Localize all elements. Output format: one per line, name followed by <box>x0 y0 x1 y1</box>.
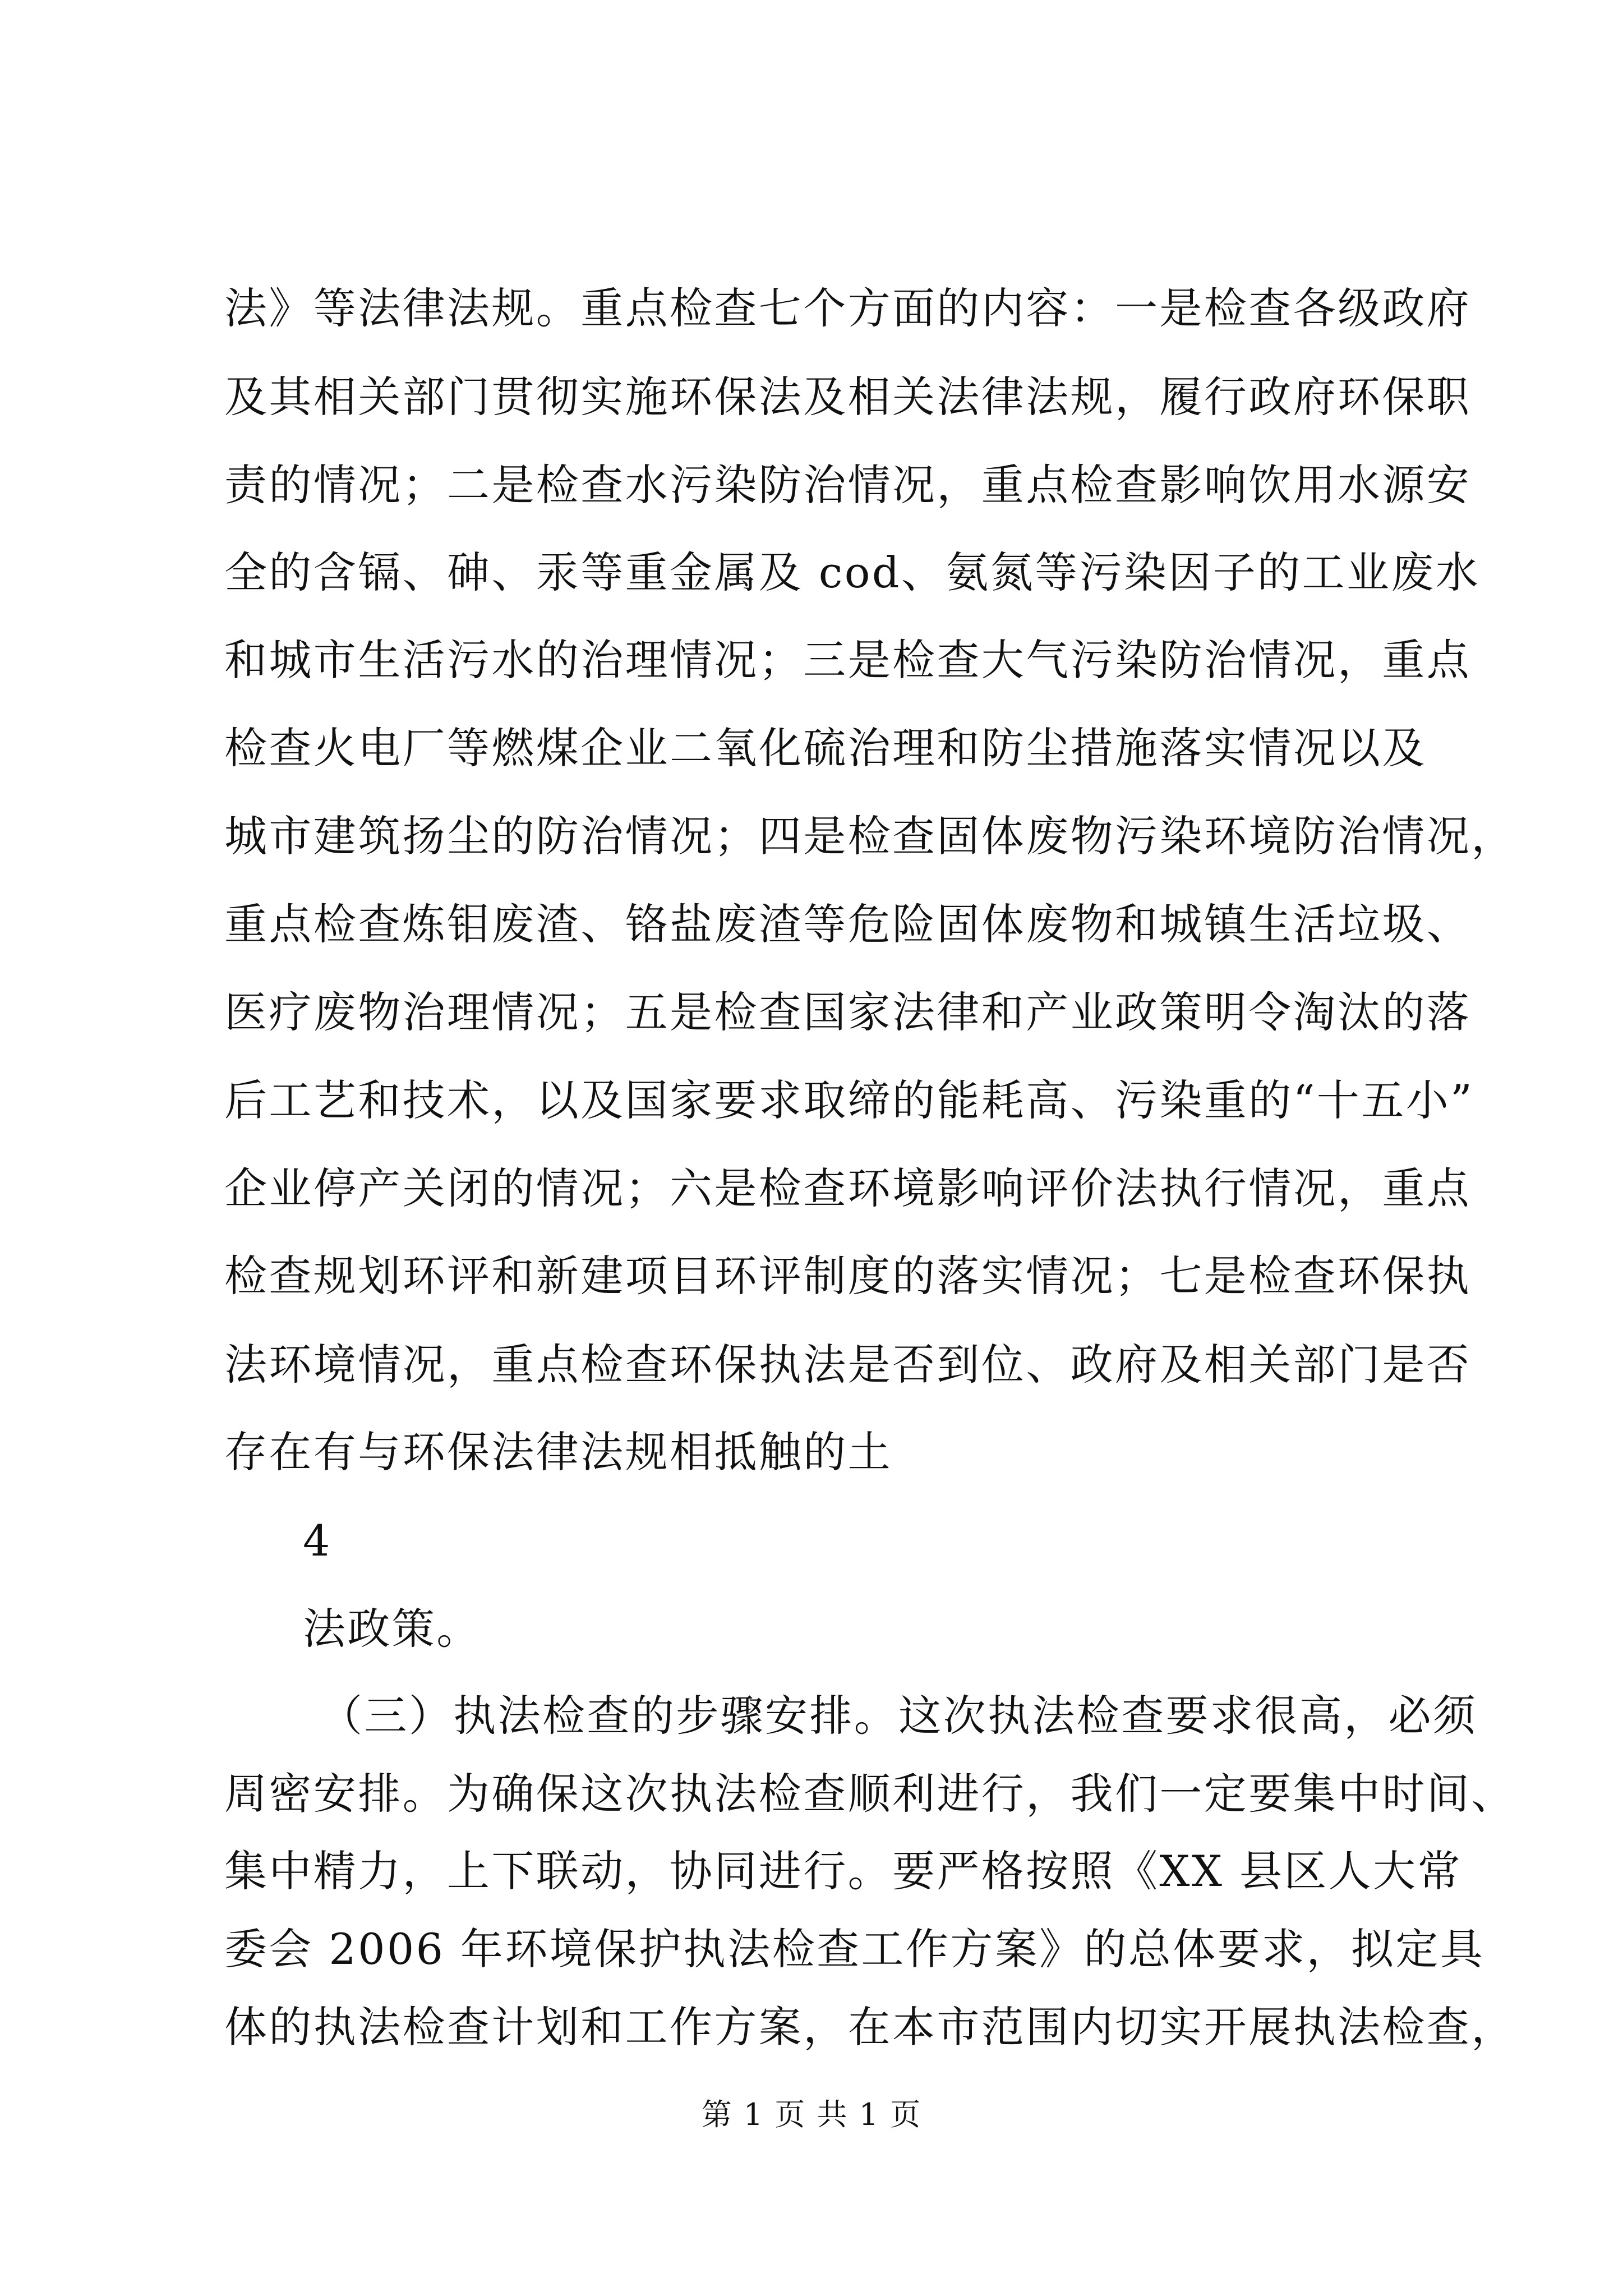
text-line: 委会 2006 年环境保护执法检查工作方案》的总体要求，拟定具 <box>224 1924 1485 1974</box>
text-line: 城市建筑扬尘的防治情况；四是检查固体废物污染环境防治情况， <box>224 811 1516 861</box>
text-line: 体的执法检查计划和工作方案，在本市范围内切实开展执法检查， <box>224 2002 1516 2052</box>
continuation-line: 法政策。 <box>303 1604 481 1654</box>
text-line: 法》等法律法规。重点检查七个方面的内容：一是检查各级政府 <box>224 283 1472 333</box>
text-line: 和城市生活污水的治理情况；三是检查大气污染防治情况，重点 <box>224 635 1472 685</box>
text-line: 医疗废物治理情况；五是检查国家法律和产业政策明令淘汰的落 <box>224 987 1472 1037</box>
text-line: 企业停产关闭的情况；六是检查环境影响评价法执行情况，重点 <box>224 1163 1472 1213</box>
text-line: 周密安排。为确保这次执法检查顺利进行，我们一定要集中时间、 <box>224 1769 1516 1819</box>
text-line: 检查火电厂等燃煤企业二氧化硫治理和防尘措施落实情况以及 <box>224 723 1427 773</box>
text-line: 责的情况；二是检查水污染防治情况，重点检查影响饮用水源安 <box>224 460 1472 510</box>
text-line: 存在有与环保法律法规相抵触的土 <box>224 1427 892 1477</box>
text-line: 重点检查炼钼废渣、铬盐废渣等危险固体废物和城镇生活垃圾、 <box>224 899 1472 949</box>
text-line: 法环境情况，重点检查环保执法是否到位、政府及相关部门是否 <box>224 1340 1472 1389</box>
page-marker: 4 <box>303 1516 332 1566</box>
text-line: 检查规划环评和新建项目环评制度的落实情况；七是检查环保执 <box>224 1251 1472 1301</box>
text-line: 全的含镉、砷、汞等重金属及 cod、氨氮等污染因子的工业废水 <box>224 547 1481 597</box>
page-footer: 第 1 页 共 1 页 <box>701 2097 922 2132</box>
text-line: 后工艺和技术，以及国家要求取缔的能耗高、污染重的“十五小” <box>224 1075 1474 1125</box>
text-line: 集中精力，上下联动，协同进行。要严格按照《XX 县区人大常 <box>224 1846 1462 1896</box>
paragraph-first-line: （三）执法检查的步骤安排。这次执法检查要求很高，必须 <box>320 1691 1478 1741</box>
text-line: 及其相关部门贯彻实施环保法及相关法律法规，履行政府环保职 <box>224 372 1472 422</box>
